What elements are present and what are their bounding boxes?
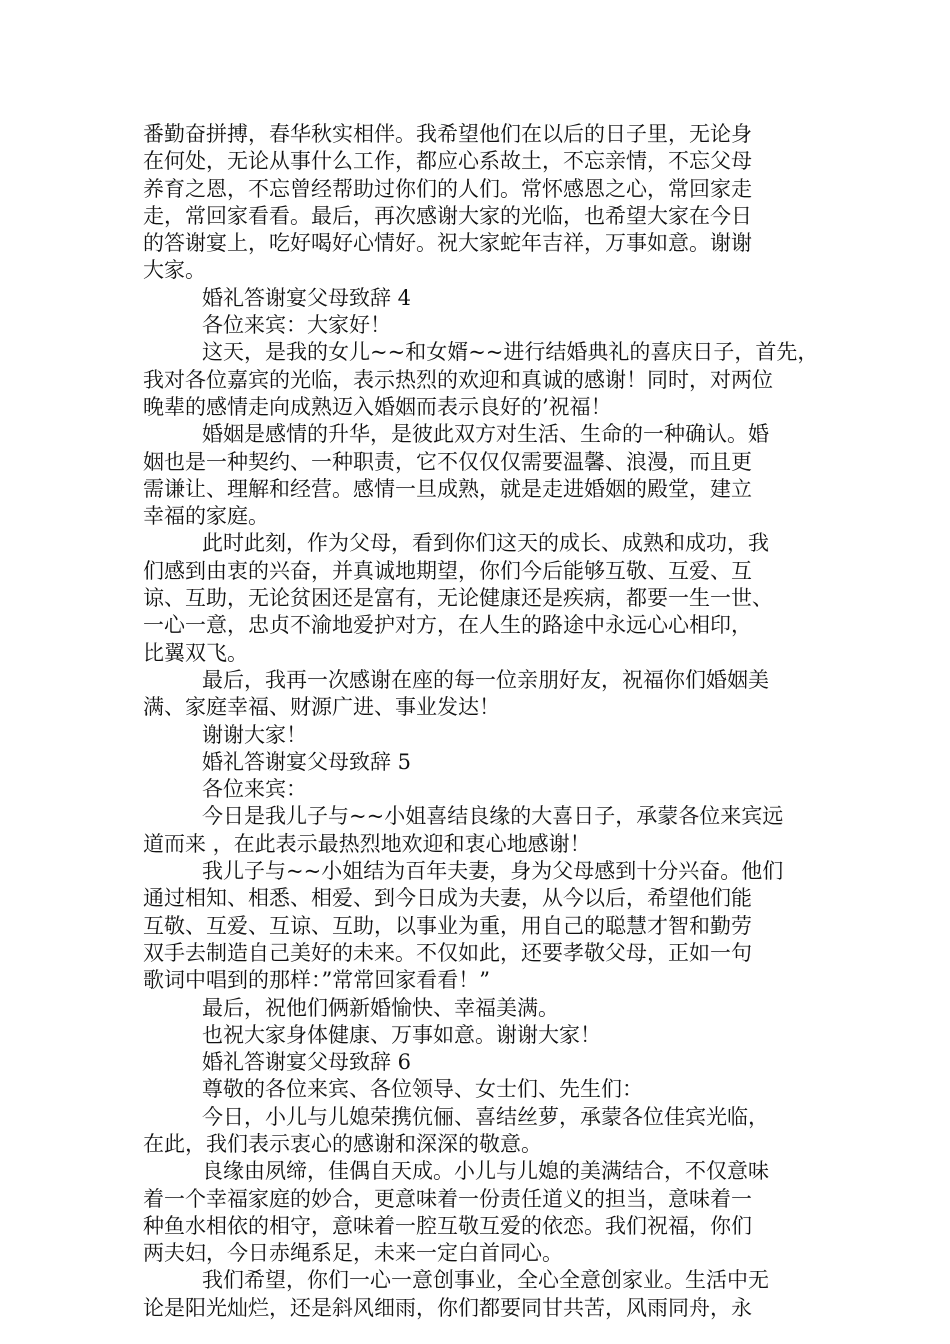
- text-line: 谅、互助，无论贫困还是富有，无论健康还是疾病，都要一生一世、: [143, 586, 773, 611]
- text-line: 在何处，无论从事什么工作，都应心系故土，不忘亲情，不忘父母: [143, 149, 752, 174]
- text-line: 一心一意，忠贞不渝地爱护对方，在人生的路途中永远心心相印，: [143, 613, 752, 638]
- text-line: 的答谢宴上，吃好喝好心情好。祝大家蛇年吉祥，万事如意。谢谢: [143, 231, 752, 256]
- text-line: 道而来 ，在此表示最热烈地欢迎和衷心地感谢！: [143, 831, 591, 856]
- text-line: 最后，我再一次感谢在座的每一位亲朋好友，祝福你们婚姻美: [202, 667, 769, 692]
- text-line: 各位来宾：大家好！: [202, 313, 391, 338]
- text-line: 满、家庭幸福、财源广进、事业发达！: [143, 695, 500, 720]
- text-line: 我们希望，你们一心一意创事业，全心全意创家业。生活中无: [202, 1268, 769, 1293]
- text-line: 这天，是我的女儿~~和女婿~~进行结婚典礼的喜庆日子，首先，: [202, 340, 819, 365]
- text-line: 种鱼水相依的相守，意味着一腔互敬互爱的依恋。我们祝福，你们: [143, 1213, 752, 1238]
- text-line: 互敬、互爱、互谅、互助，以事业为重，用自己的聪慧才智和勤劳: [143, 913, 752, 938]
- text-line: 双手去制造自己美好的未来。不仅如此，还要孝敬父母，正如一句: [143, 940, 752, 965]
- text-line: 养育之恩，不忘曾经帮助过你们的人们。常怀感恩之心，常回家走: [143, 176, 752, 201]
- text-line: 今日是我儿子与~~小姐喜结良缘的大喜日子，承蒙各位来宾远: [202, 804, 784, 829]
- text-line: 在此，我们表示衷心的感谢和深深的敬意。: [143, 1131, 542, 1156]
- text-line: 此时此刻，作为父母，看到你们这天的成长、成熟和成功，我: [202, 531, 769, 556]
- text-line: 走，常回家看看。最后，再次感谢大家的光临，也希望大家在今日: [143, 203, 752, 228]
- text-line: 番勤奋拼搏，春华秋实相伴。我希望他们在以后的日子里，无论身: [143, 122, 752, 146]
- text-line: 们感到由衷的兴奋，并真诚地期望，你们今后能够互敬、互爱、互: [143, 558, 752, 583]
- text-line: 最后，祝他们俩新婚愉快、幸福美满。: [202, 995, 559, 1020]
- text-line: 需谦让、理解和经营。感情一旦成熟，就是走进婚姻的殿堂，建立: [143, 476, 752, 501]
- text-line: 比翼双飞。: [143, 640, 248, 665]
- text-line: 晚辈的感情走向成熟迈入婚姻而表示良好的’祝福！: [143, 394, 612, 419]
- text-line: 今日，小儿与儿媳荣携伉俪、喜结丝萝，承蒙各位佳宾光临，: [202, 1104, 769, 1129]
- text-line: 婚礼答谢宴父母致辞 5: [202, 749, 412, 774]
- text-line: 通过相知、相悉、相爱、到今日成为夫妻，从今以后，希望他们能: [143, 886, 752, 911]
- text-line: 谢谢大家！: [202, 722, 307, 747]
- text-line: 我儿子与~~小姐结为百年夫妻，身为父母感到十分兴奋。他们: [202, 859, 784, 884]
- text-line: 也祝大家身体健康、万事如意。谢谢大家！: [202, 1022, 601, 1047]
- text-line: 婚礼答谢宴父母致辞 6: [202, 1050, 412, 1075]
- text-line: 婚礼答谢宴父母致辞 4: [202, 285, 412, 310]
- text-line: 我对各位嘉宾的光临，表示热烈的欢迎和真诚的感谢！同时，对两位: [143, 367, 773, 392]
- text-line: 良缘由夙缔，佳偶自天成。小儿与儿媳的美满结合，不仅意味: [202, 1159, 769, 1184]
- text-line: 歌词中唱到的那样：”常常回家看看！”: [143, 968, 490, 993]
- text-line: 婚姻是感情的升华，是彼此双方对生活、生命的一种确认。婚: [202, 422, 769, 447]
- text-line: 姻也是一种契约、一种职责，它不仅仅仅需要温馨、浪漫，而且更: [143, 449, 752, 474]
- text-line: 各位来宾：: [202, 777, 307, 802]
- text-line: 论是阳光灿烂，还是斜风细雨，你们都要同甘共苦，风雨同舟，永: [143, 1295, 752, 1320]
- text-line: 大家。: [143, 258, 206, 283]
- document-body: [143, 121, 823, 1322]
- text-line: 尊敬的各位来宾、各位领导、女士们、先生们：: [202, 1077, 643, 1102]
- text-line: 着一个幸福家庭的妙合，更意味着一份责任道义的担当，意味着一: [143, 1186, 752, 1211]
- text-line: 两夫妇，今日赤绳系足，未来一定白首同心。: [143, 1241, 563, 1266]
- text-line: 幸福的家庭。: [143, 504, 269, 529]
